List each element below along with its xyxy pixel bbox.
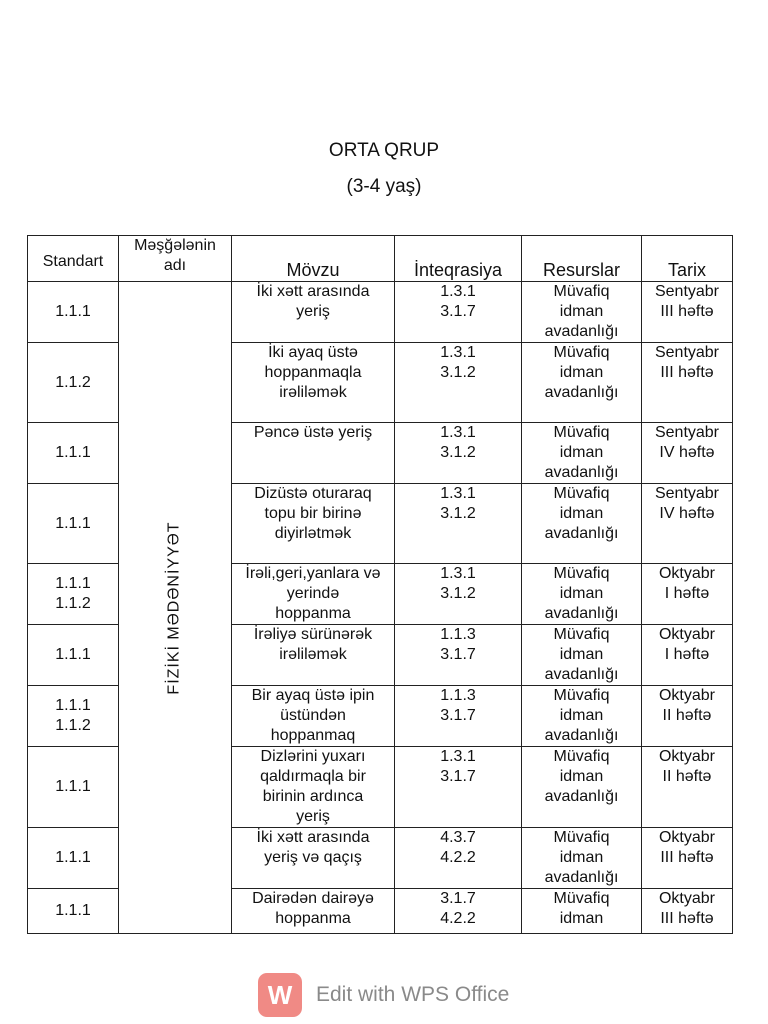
cell-inteqrasiya: 1.3.1 3.1.2	[395, 343, 522, 423]
cell-inteqrasiya: 1.3.1 3.1.7	[395, 282, 522, 343]
cell-standart: 1.1.1	[28, 625, 119, 686]
cell-standart: 1.1.1	[28, 484, 119, 564]
cell-tarix: Oktyabr II həftə	[642, 686, 733, 747]
cell-tarix: Sentyabr III həftə	[642, 282, 733, 343]
col-header-tarix: Tarix	[642, 236, 733, 282]
cell-resurslar: Müvafiq idman avadanlığı	[522, 484, 642, 564]
cell-inteqrasiya: 1.3.1 3.1.2	[395, 423, 522, 484]
cell-tarix: Oktyabr I həftə	[642, 625, 733, 686]
cell-movzu: Dizüstə oturaraq topu bir birinə diyirlətmək	[232, 484, 395, 564]
wps-edit-label: Edit with WPS Office	[316, 983, 510, 1006]
cell-standart: 1.1.1	[28, 282, 119, 343]
schedule-table	[27, 235, 733, 934]
cell-tarix: Sentyabr IV həftə	[642, 484, 733, 564]
cell-tarix: Sentyabr III həftə	[642, 343, 733, 423]
cell-subject	[119, 282, 232, 934]
cell-standart: 1.1.1	[28, 889, 119, 934]
cell-inteqrasiya: 1.3.1 3.1.2	[395, 564, 522, 625]
cell-movzu: Dairədən dairəyə hoppanma	[232, 889, 395, 934]
cell-standart: 1.1.1	[28, 747, 119, 828]
cell-tarix: Oktyabr III həftə	[642, 889, 733, 934]
cell-inteqrasiya: 1.1.3 3.1.7	[395, 625, 522, 686]
cell-standart: 1.1.1 1.1.2	[28, 564, 119, 625]
cell-resurslar: Müvafiq idman avadanlığı	[522, 686, 642, 747]
cell-tarix: Oktyabr II həftə	[642, 747, 733, 828]
cell-movzu: İrəli,geri,yanlara və yerində hoppanma	[232, 564, 395, 625]
table-header-row	[28, 236, 733, 282]
cell-resurslar: Müvafiq idman avadanlığı	[522, 343, 642, 423]
cell-inteqrasiya: 1.3.1 3.1.7	[395, 747, 522, 828]
cell-standart: 1.1.1 1.1.2	[28, 686, 119, 747]
col-header-movzu: Mövzu	[232, 236, 395, 282]
cell-tarix: Oktyabr I həftə	[642, 564, 733, 625]
cell-resurslar: Müvafiq idman avadanlığı	[522, 625, 642, 686]
col-header-mesgele: Məşğələnin adı	[119, 236, 232, 282]
cell-standart: 1.1.1	[28, 828, 119, 889]
cell-resurslar: Müvafiq idman	[522, 889, 642, 934]
cell-inteqrasiya: 3.1.7 4.2.2	[395, 889, 522, 934]
cell-tarix: Sentyabr IV həftə	[642, 423, 733, 484]
col-header-standart: Standart	[28, 236, 119, 282]
subject-label: FİZİKİ MƏDƏNİYYƏT	[166, 520, 183, 695]
document-title: ORTA QRUP	[328, 140, 440, 161]
cell-movzu: İki xətt arasında yeriş və qaçış	[232, 828, 395, 889]
cell-resurslar: Müvafiq idman avadanlığı	[522, 282, 642, 343]
col-header-resurslar: Resurslar	[522, 236, 642, 282]
cell-movzu: İrəliyə sürünərək irəliləmək	[232, 625, 395, 686]
cell-standart: 1.1.1	[28, 423, 119, 484]
document-subtitle: (3-4 yaş)	[346, 176, 422, 197]
wps-edit-banner[interactable]	[258, 973, 509, 1017]
cell-inteqrasiya: 1.3.1 3.1.2	[395, 484, 522, 564]
cell-inteqrasiya: 1.1.3 3.1.7	[395, 686, 522, 747]
cell-movzu: Bir ayaq üstə ipin üstündən hoppanmaq	[232, 686, 395, 747]
cell-movzu: İki ayaq üstə hoppanmaqla irəliləmək	[232, 343, 395, 423]
cell-inteqrasiya: 4.3.7 4.2.2	[395, 828, 522, 889]
col-header-inteqrasiya: İnteqrasiya	[395, 236, 522, 282]
cell-standart: 1.1.2	[28, 343, 119, 423]
cell-resurslar: Müvafiq idman avadanlığı	[522, 828, 642, 889]
wps-logo-icon: W	[258, 973, 302, 1017]
cell-tarix: Oktyabr III həftə	[642, 828, 733, 889]
cell-resurslar: Müvafiq idman avadanlığı	[522, 747, 642, 828]
cell-movzu: İki xətt arasında yeriş	[232, 282, 395, 343]
cell-movzu: Dizlərini yuxarı qaldırmaqla bir birinin ardınca yeriş	[232, 747, 395, 828]
table-row	[28, 282, 733, 343]
cell-resurslar: Müvafiq idman avadanlığı	[522, 564, 642, 625]
cell-resurslar: Müvafiq idman avadanlığı	[522, 423, 642, 484]
cell-movzu: Pəncə üstə yeriş	[232, 423, 395, 484]
